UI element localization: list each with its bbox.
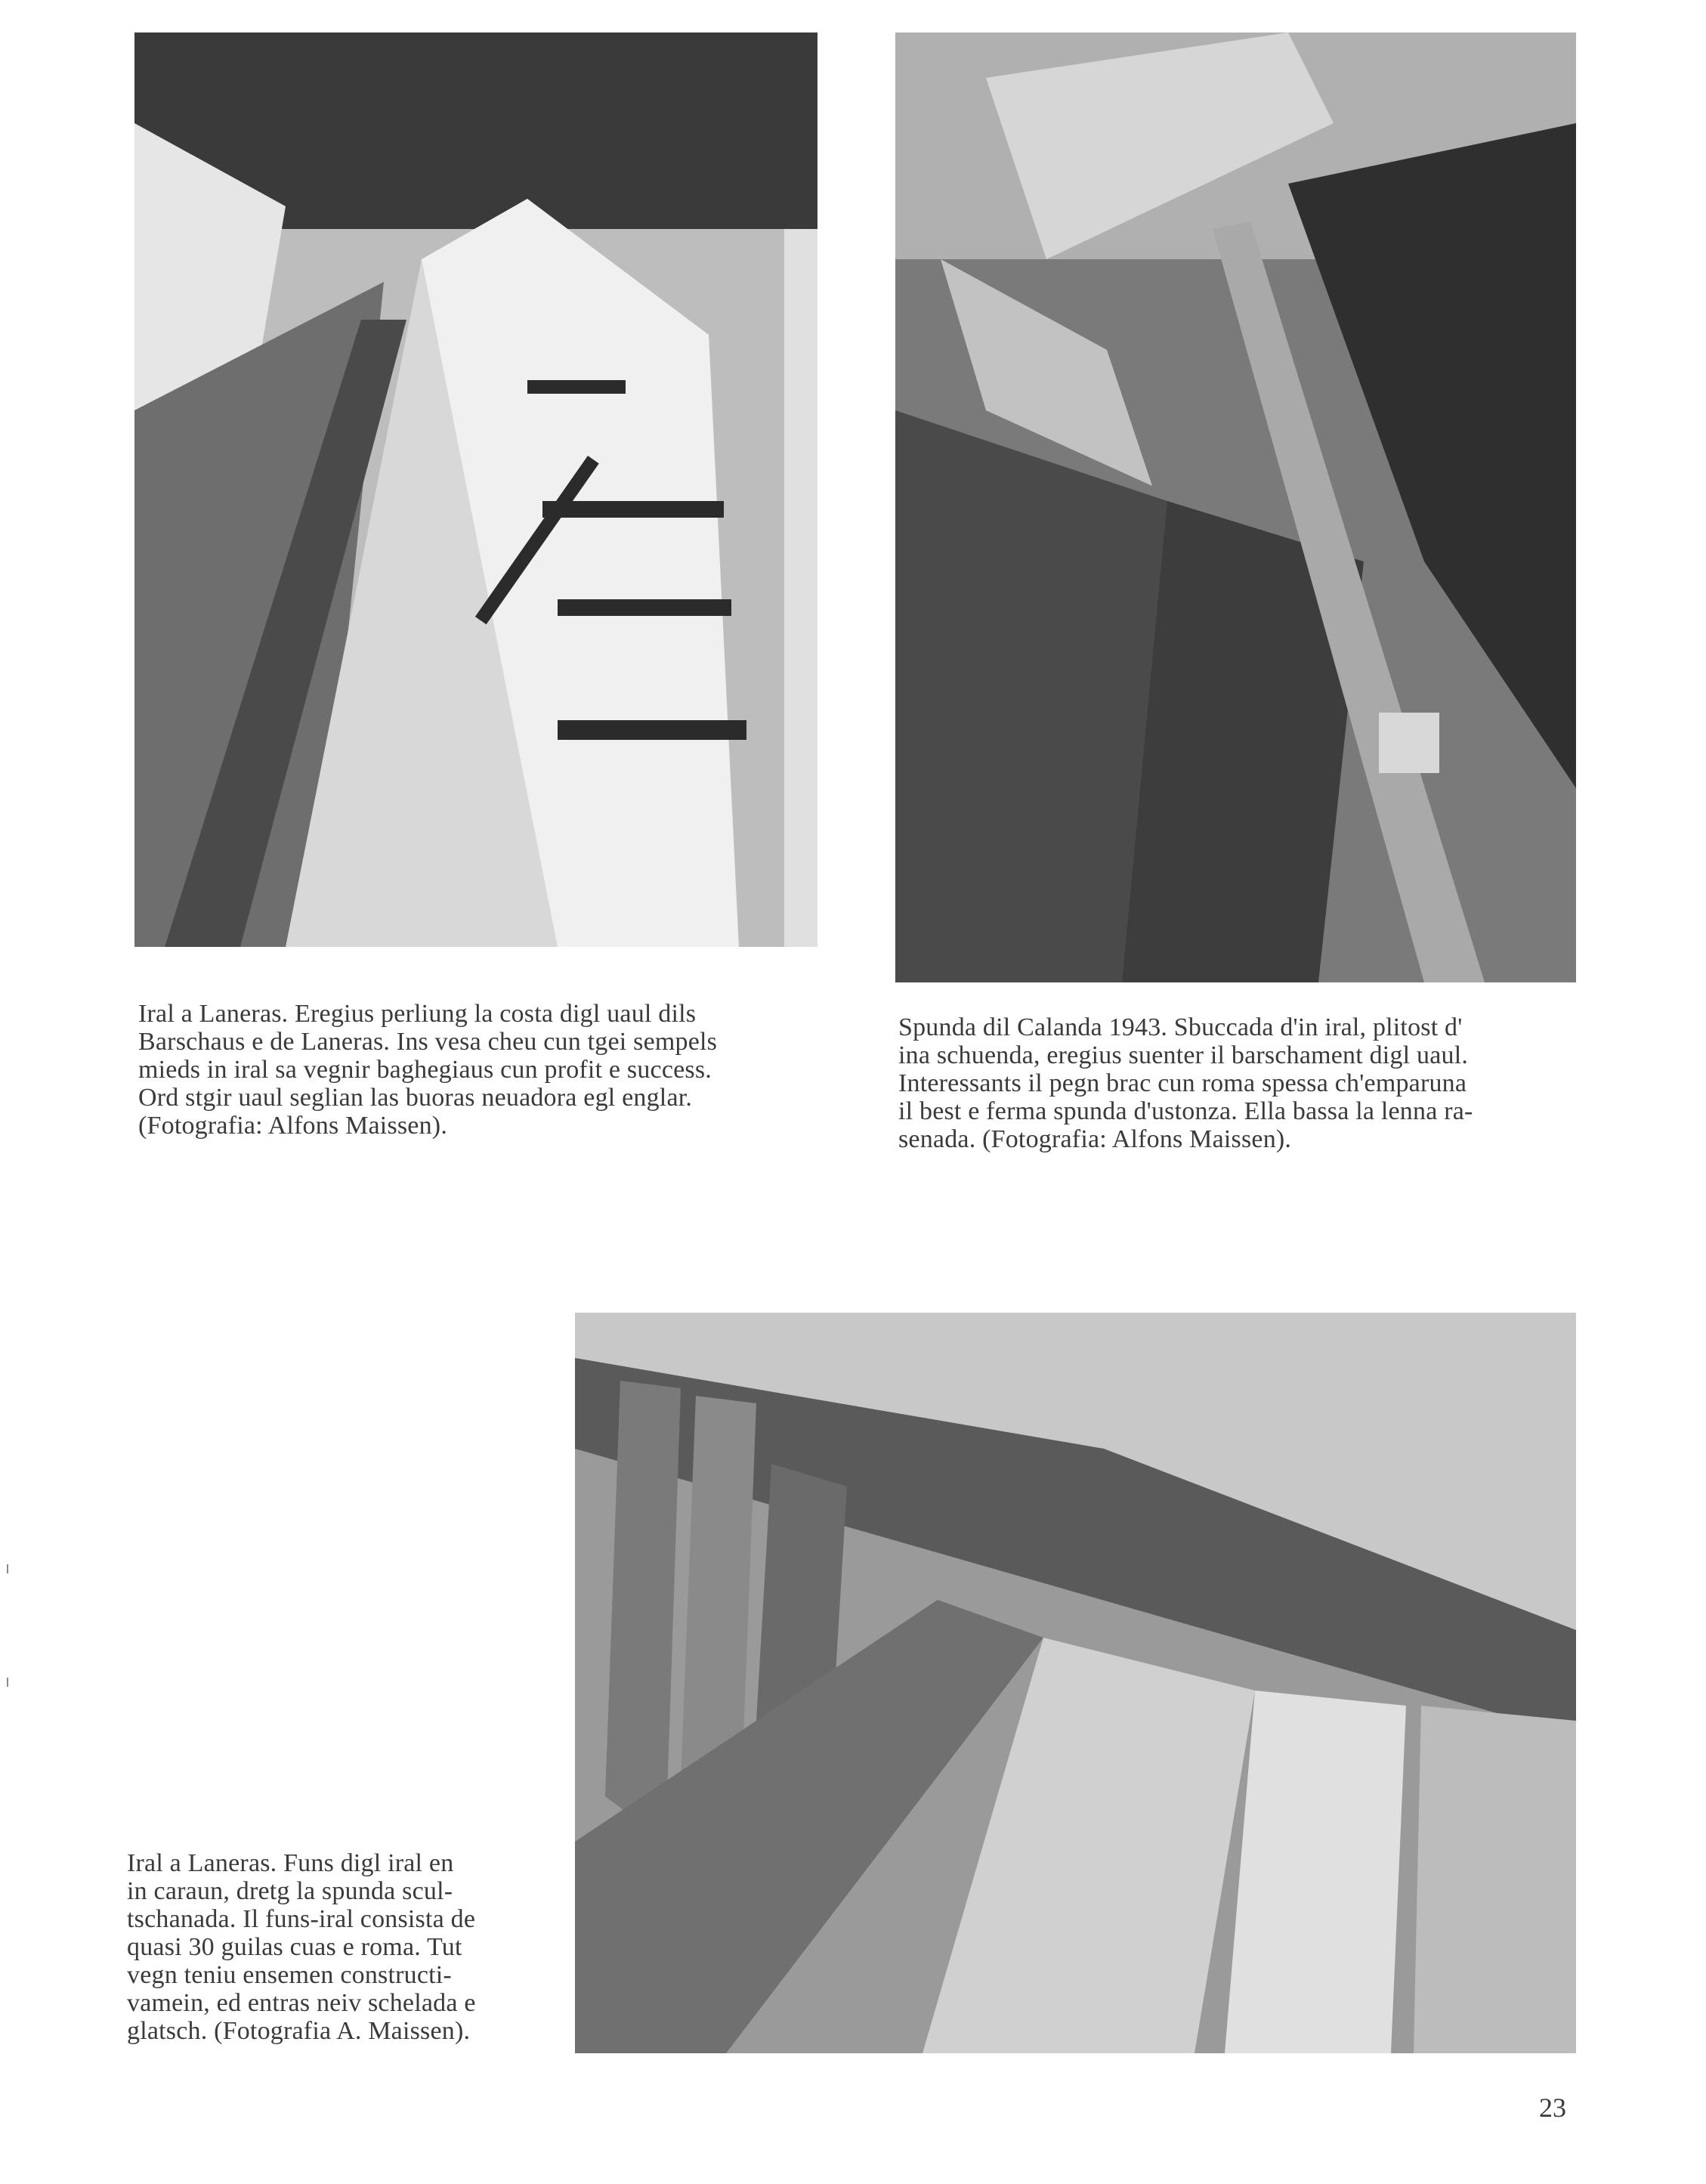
photo-snowy-log-chute (134, 32, 817, 947)
caption-bottom-left: Iral a Laneras. Funs digl iral en in caraun, dretg la spunda scul- tschanada. Il funs-iral consista de quasi 30 guilas cuas e roma. Tut vegn teniu ensemen constructi- vamein, ed entras neiv schelada e glatsch. (Fotografia A. Maissen). (127, 1849, 476, 2045)
photo-chute-floor-logs (575, 1313, 1576, 2053)
margin-mark (7, 1564, 8, 1573)
caption-top-left: Iral a Laneras. Eregius perliung la costa digl uaul dils Barschaus e de Laneras. Ins vesa cheu cun tgei sempels mieds in iral sa vegnir baghegiaus cun profit e success. Ord stgir uaul seglian las buoras neuadora egl englar. (Fotografia: Alfons Maissen). (138, 1000, 718, 1140)
photo-log-slide-collapse (895, 32, 1576, 982)
margin-mark (7, 1678, 8, 1687)
page-number: 23 (1539, 2093, 1566, 2123)
caption-top-right: Spunda dil Calanda 1943. Sbuccada d'in iral, plitost d' ina schuenda, eregius suenter il barschament digl uaul. Interessants il pegn brac cun roma spessa ch'emparuna il best e ferma spunda d'ustonza. Ella bassa la lenna ra- senada. (Fotografia: Alfons Maissen). (898, 1013, 1473, 1153)
